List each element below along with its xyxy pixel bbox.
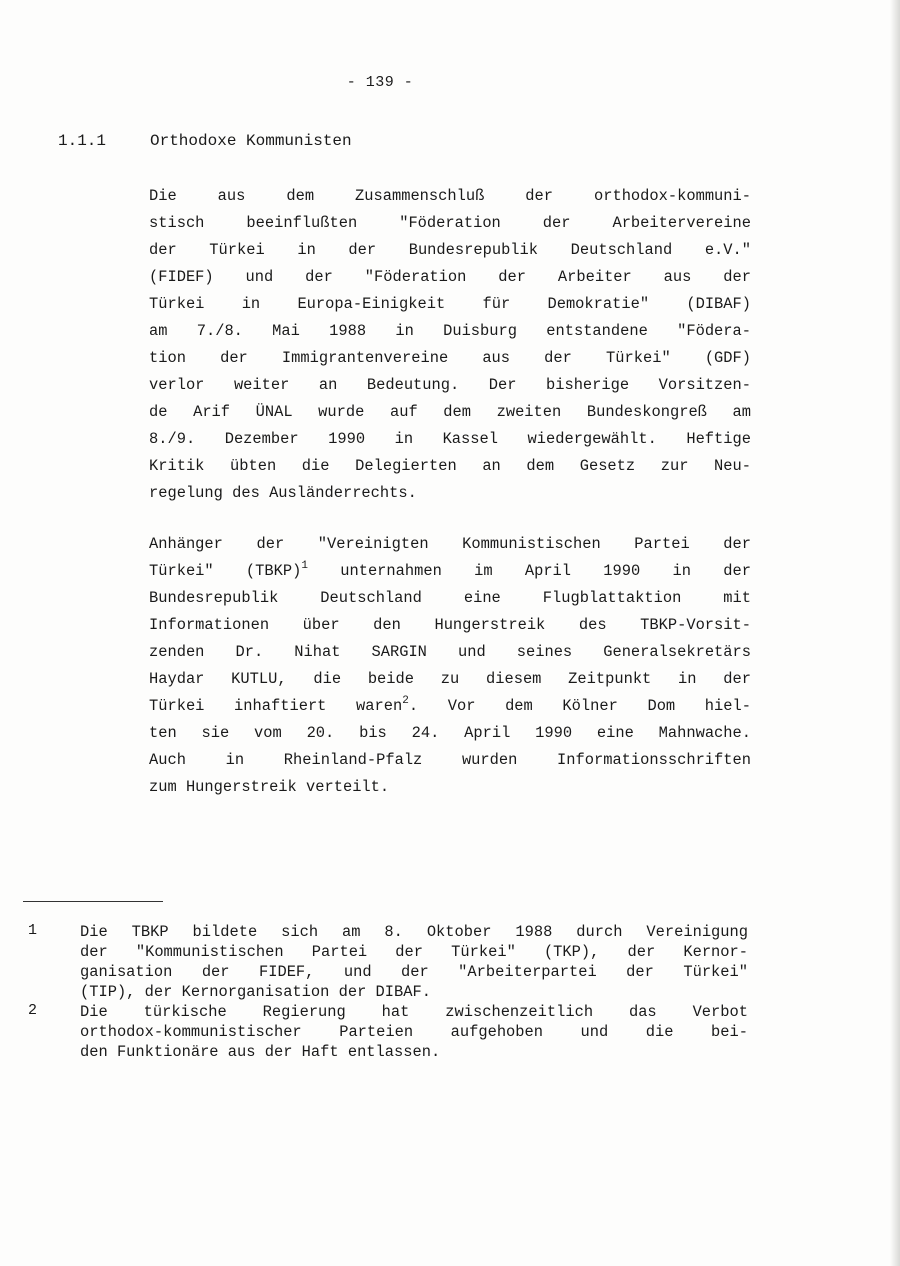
footnote-line: den Funktionäre aus der Haft entlassen.	[80, 1043, 441, 1061]
page-number: - 139 -	[346, 74, 414, 91]
paragraph-line: Informationen über den Hungerstreik des TBKP-Vorsit-	[149, 616, 751, 634]
paragraph-line-with-footnote-ref	[149, 693, 751, 720]
footnote-ref-1: 1	[301, 560, 308, 572]
footnote-divider	[23, 901, 163, 902]
line-text: unternahmen im April 1990 in der	[340, 562, 751, 580]
footnote-line: (TIP), der Kernorganisation der DIBAF.	[80, 983, 431, 1001]
line-text: Türkei inhaftiert waren	[149, 697, 403, 715]
paragraph-1	[149, 183, 751, 507]
line-text: . Vor dem Kölner Dom hiel-	[408, 697, 751, 715]
paragraph-line: 8./9. Dezember 1990 in Kassel wiedergewählt. Heftige	[149, 430, 751, 448]
footnote-line: Die TBKP bildete sich am 8. Oktober 1988 durch Vereinigung	[80, 923, 748, 941]
paragraph-line: ten sie vom 20. bis 24. April 1990 eine Mahnwache.	[149, 724, 751, 742]
paragraph-line: Haydar KUTLU, die beide zu diesem Zeitpunkt in der	[149, 670, 751, 688]
paragraph-line: de Arif ÜNAL wurde auf dem zweiten Bundeskongreß am	[149, 403, 751, 421]
paragraph-line: Bundesrepublik Deutschland eine Flugblattaktion mit	[149, 589, 751, 607]
paragraph-line-with-footnote-ref	[149, 558, 751, 585]
paragraph-line: Auch in Rheinland-Pfalz wurden Informationsschriften	[149, 751, 751, 769]
footnote-line: ganisation der FIDEF, und der "Arbeiterpartei der Türkei"	[80, 963, 748, 981]
line-text: Türkei" (TBKP)	[149, 562, 302, 580]
paragraph-line: stisch beeinflußten "Föderation der Arbeitervereine	[149, 214, 751, 232]
paragraph-line: der Türkei in der Bundesrepublik Deutschland e.V."	[149, 241, 751, 259]
footnote-text	[80, 1002, 748, 1062]
footnote-line: der "Kommunistischen Partei der Türkei" (TKP), der Kernor-	[80, 943, 748, 961]
paragraph-line: tion der Immigrantenvereine aus der Türkei" (GDF)	[149, 349, 751, 367]
section-title: Orthodoxe Kommunisten	[150, 132, 352, 150]
paragraph-line: verlor weiter an Bedeutung. Der bisherige Vorsitzen-	[149, 376, 751, 394]
paragraph-line: zenden Dr. Nihat SARGIN und seines Generalsekretärs	[149, 643, 751, 661]
paragraph-line: Kritik übten die Delegierten an dem Gesetz zur Neu-	[149, 457, 751, 475]
paragraph-line: Anhänger der "Vereinigten Kommunistischen Partei der	[149, 535, 751, 553]
paragraph-line: zum Hungerstreik verteilt.	[149, 778, 390, 796]
paragraph-line: regelung des Ausländerrechts.	[149, 484, 417, 502]
footnote-line: orthodox-kommunistischer Parteien aufgehoben und die bei-	[80, 1023, 748, 1041]
section-heading	[58, 132, 352, 150]
paragraph-line: (FIDEF) und der "Föderation der Arbeiter aus der	[149, 268, 751, 286]
paragraph-line: Türkei in Europa-Einigkeit für Demokratie" (DIBAF)	[149, 295, 751, 313]
footnote-mark: 2	[28, 1002, 38, 1019]
paragraph-line: Die aus dem Zusammenschluß der orthodox-kommuni-	[149, 187, 751, 205]
paragraph-line: am 7./8. Mai 1988 in Duisburg entstandene "Födera-	[149, 322, 751, 340]
paragraph-2	[149, 531, 751, 801]
page-edge-shadow	[890, 0, 900, 1266]
section-number: 1.1.1	[58, 132, 107, 150]
footnote-mark: 1	[28, 922, 38, 939]
footnote-text	[80, 922, 748, 1002]
footnote-ref-2: 2	[402, 695, 409, 707]
footnote-line: Die türkische Regierung hat zwischenzeitlich das Verbot	[80, 1003, 748, 1021]
